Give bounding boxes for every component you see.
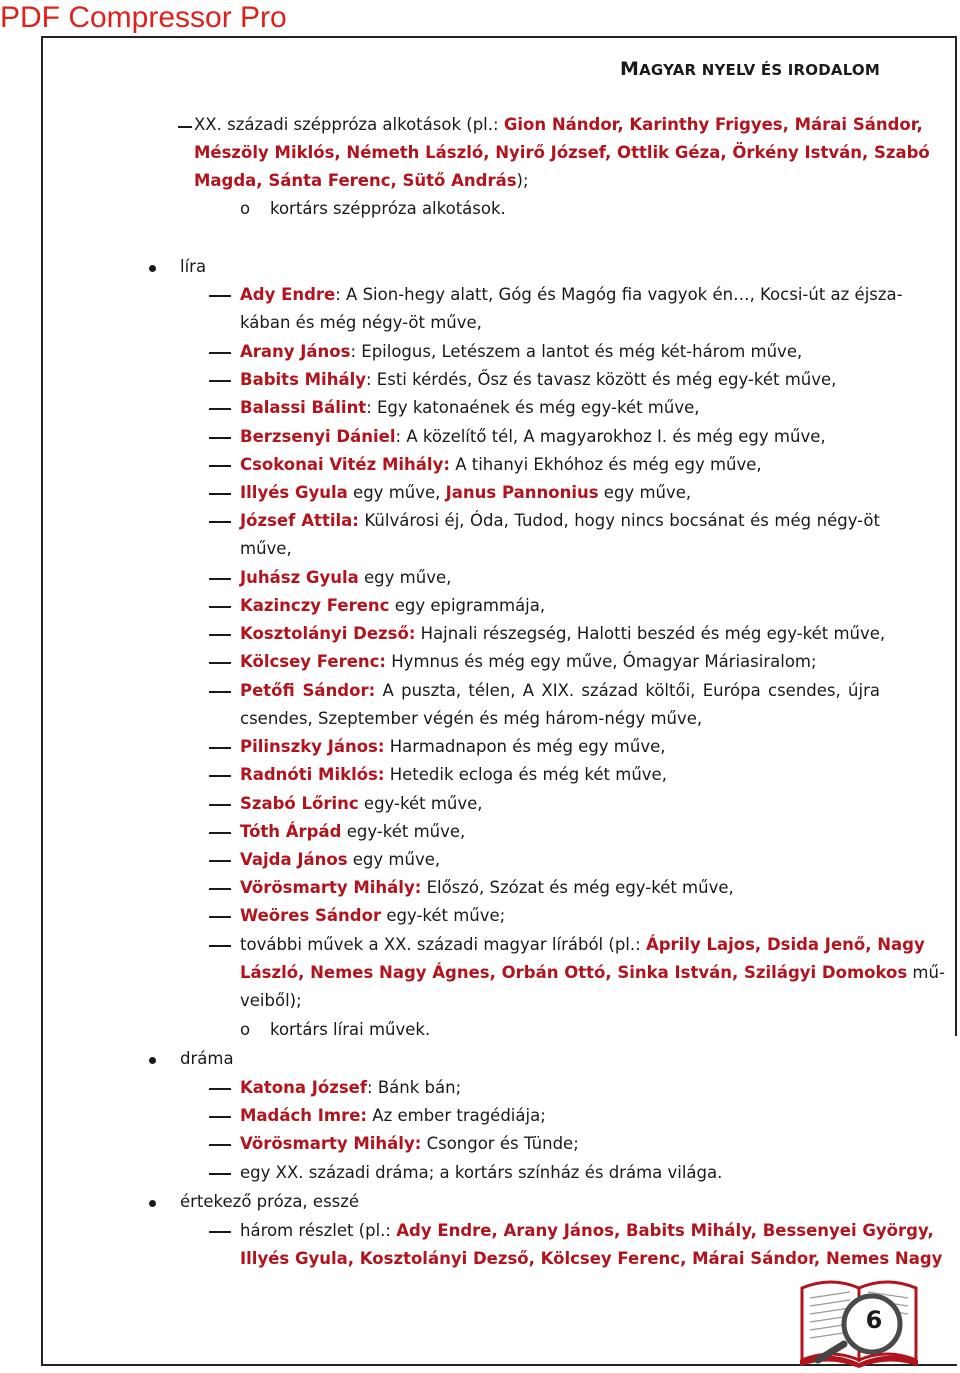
author-list: Mészöly Miklós, Németh László, Nyirő József, Ottlik Géza, Örkény István, Szabó — [194, 143, 930, 162]
page-header — [620, 58, 880, 80]
dash-bullet — [209, 437, 231, 439]
list-item — [194, 111, 923, 139]
dash-bullet — [209, 295, 231, 297]
item-text: egy-két műve, — [358, 794, 483, 813]
item-text: további művek a XX. századi magyar lírából (pl.: — [240, 935, 646, 954]
item-text: Hajnali részegség, Halotti beszéd és még egy-két műve, — [415, 624, 886, 643]
author-name: Berzsenyi Dániel — [240, 427, 396, 446]
dash-bullet — [209, 1088, 231, 1090]
page-number: 6 — [865, 1306, 883, 1334]
item-text: Előszó, Szózat és még egy-két műve, — [421, 878, 734, 897]
author-name: József Attila: — [240, 511, 359, 530]
list-item: egy XX. századi dráma; a kortárs színház és dráma világa. — [240, 1163, 723, 1182]
dash-bullet — [209, 916, 231, 918]
list-item — [240, 394, 700, 422]
item-text: veiből); — [240, 991, 302, 1010]
item-text: XX. századi széppróza alkotások (pl.: — [194, 115, 504, 134]
item-text: egy epigrammája, — [389, 596, 546, 615]
dash-bullet — [209, 662, 231, 664]
dash-bullet — [209, 493, 231, 495]
item-text: egy műve, — [347, 850, 441, 869]
dash-bullet — [209, 1173, 231, 1175]
header-rest: AGYAR NYELV ÉS IRODALOM — [639, 61, 880, 79]
list-item — [240, 507, 880, 535]
item-text: Csongor és Tünde; — [421, 1134, 579, 1153]
bullet-icon — [149, 265, 156, 272]
dash-bullet — [209, 634, 231, 636]
list-item — [240, 818, 465, 846]
author-name: Kölcsey Ferenc: — [240, 652, 387, 671]
sub-bullet-icon: o — [240, 1020, 251, 1039]
author-name: Illyés Gyula — [240, 483, 348, 502]
author-name: Arany János — [240, 342, 351, 361]
dash-bullet — [209, 1144, 231, 1146]
dash-bullet — [209, 860, 231, 862]
author-list: Gion Nándor, Karinthy Frigyes, Márai Sándor, — [503, 115, 923, 134]
list-item — [240, 1130, 579, 1158]
author-name: Vajda János — [240, 850, 348, 869]
dash-bullet — [209, 408, 231, 410]
list-item — [240, 648, 817, 676]
item-text: három részlet (pl.: — [240, 1221, 397, 1240]
list-item — [194, 167, 529, 195]
author-name: Pilinszky János: — [240, 737, 385, 756]
list-item — [240, 677, 880, 705]
author-list: Áprily Lajos, Dsida Jenő, Nagy — [645, 935, 925, 954]
list-item — [240, 338, 802, 366]
author-name: Petőfi Sándor: — [240, 681, 376, 700]
section-heading-essay: értekező próza, esszé — [180, 1192, 360, 1211]
list-item — [240, 423, 826, 451]
list-item — [240, 902, 505, 930]
item-text: egy műve, — [347, 483, 446, 502]
item-text: Hetedik ecloga és még két műve, — [384, 765, 667, 784]
item-text: műve, — [240, 539, 292, 558]
author-name: Madách Imre: — [240, 1106, 368, 1125]
dash-bullet — [209, 578, 231, 580]
header-first: M — [619, 58, 640, 80]
author-name: Ady Endre — [240, 285, 336, 304]
dash-bullet — [209, 747, 231, 749]
author-name: Vörösmarty Mihály: — [240, 878, 422, 897]
author-name: Tóth Árpád — [240, 822, 342, 841]
sub-item: kortárs széppróza alkotások. — [270, 199, 506, 218]
dash-bullet — [209, 1231, 231, 1233]
author-name: Szabó Lőrinc — [240, 794, 359, 813]
item-text: A tihanyi Ekhóhoz és még egy műve, — [449, 455, 762, 474]
dash-bullet — [178, 126, 192, 128]
author-list: Illyés Gyula, Kosztolányi Dezső, Kölcsey Ferenc, Márai Sándor, Nemes Nagy — [240, 1249, 943, 1268]
dash-bullet — [209, 888, 231, 890]
item-text: egy-két műve; — [381, 906, 506, 925]
item-text: csendes, Szeptember végén és még három-négy műve, — [240, 709, 703, 728]
list-item — [240, 761, 667, 789]
dash-bullet — [209, 804, 231, 806]
author-name: Janus Pannonius — [445, 483, 599, 502]
list-item — [240, 564, 451, 592]
dash-bullet — [209, 521, 231, 523]
dash-bullet — [209, 352, 231, 354]
list-item — [240, 366, 836, 394]
item-text: Hymnus és még egy műve, Ómagyar Máriasiralom; — [386, 652, 817, 671]
list-item — [240, 1217, 934, 1245]
item-text: : Bánk bán; — [367, 1078, 462, 1097]
author-name: Kazinczy Ferenc — [240, 596, 390, 615]
item-text: : Esti kérdés, Ősz és tavasz között és még egy-két műve, — [366, 370, 837, 389]
list-item — [240, 959, 945, 987]
list-item — [240, 874, 734, 902]
item-text: : A Sion-hegy alatt, Góg és Magóg fia vagyok én…, Kocsi-út az éjsza- — [335, 285, 903, 304]
author-name: Weöres Sándor — [240, 906, 382, 925]
list-item — [240, 790, 483, 818]
page-frame-right — [955, 36, 957, 1036]
item-text: : Epilogus, Letészem a lantot és még két-három műve, — [350, 342, 803, 361]
dash-bullet — [209, 465, 231, 467]
author-name: Kosztolányi Dezső: — [240, 624, 416, 643]
list-item — [240, 281, 903, 309]
author-name: Juhász Gyula — [240, 568, 359, 587]
dash-bullet — [209, 775, 231, 777]
author-name: Csokonai Vitéz Mihály: — [240, 455, 450, 474]
list-item — [240, 1102, 546, 1130]
list-item — [240, 620, 885, 648]
author-list: Ady Endre, Arany János, Babits Mihály, Bessenyei György, — [396, 1221, 934, 1240]
list-item — [240, 1074, 461, 1102]
item-text: kában és még négy-öt műve, — [240, 313, 482, 332]
author-name: Babits Mihály — [240, 370, 366, 389]
author-name: Radnóti Miklós: — [240, 765, 385, 784]
author-name: Katona József — [240, 1078, 368, 1097]
list-item — [240, 451, 762, 479]
item-text: : A közelítő tél, A magyarokhoz I. és még egy műve, — [395, 427, 826, 446]
bullet-icon — [149, 1057, 156, 1064]
item-text: ); — [516, 171, 529, 190]
section-heading-drama: dráma — [180, 1049, 234, 1068]
list-item — [240, 733, 666, 761]
dash-bullet — [209, 691, 231, 693]
section-heading-lira: líra — [180, 257, 207, 276]
dash-bullet — [209, 380, 231, 382]
item-text: egy-két műve, — [341, 822, 466, 841]
item-text: egy műve, — [358, 568, 452, 587]
author-list: Magda, Sánta Ferenc, Sütő András — [194, 171, 517, 190]
author-name: Balassi Bálint — [240, 398, 367, 417]
dash-bullet — [209, 945, 231, 947]
item-text: Külvárosi éj, Óda, Tudod, hogy nincs bocsánat és még négy-öt — [358, 511, 880, 530]
item-text: mű- — [907, 963, 945, 982]
list-item — [240, 846, 440, 874]
watermark-text: PDF Compressor Pro — [0, 1, 287, 34]
list-item — [240, 479, 691, 507]
item-text: Harmadnapon és még egy műve, — [384, 737, 666, 756]
dash-bullet — [209, 1116, 231, 1118]
dash-bullet — [209, 606, 231, 608]
dash-bullet — [209, 832, 231, 834]
item-text: egy műve, — [598, 483, 692, 502]
sub-item: kortárs lírai művek. — [270, 1020, 431, 1039]
item-text: : Egy katonaének és még egy-két műve, — [366, 398, 700, 417]
item-text: A puszta, télen, A XIX. század költői, Európa csendes, újra — [375, 681, 880, 700]
author-list: László, Nemes Nagy Ágnes, Orbán Ottó, Sinka István, Szilágyi Domokos — [240, 963, 908, 982]
list-item — [240, 592, 545, 620]
bullet-icon — [149, 1200, 156, 1207]
sub-bullet-icon: o — [240, 199, 251, 218]
item-text: Az ember tragédiája; — [367, 1106, 546, 1125]
author-name: Vörösmarty Mihály: — [240, 1134, 422, 1153]
list-item — [240, 931, 925, 959]
